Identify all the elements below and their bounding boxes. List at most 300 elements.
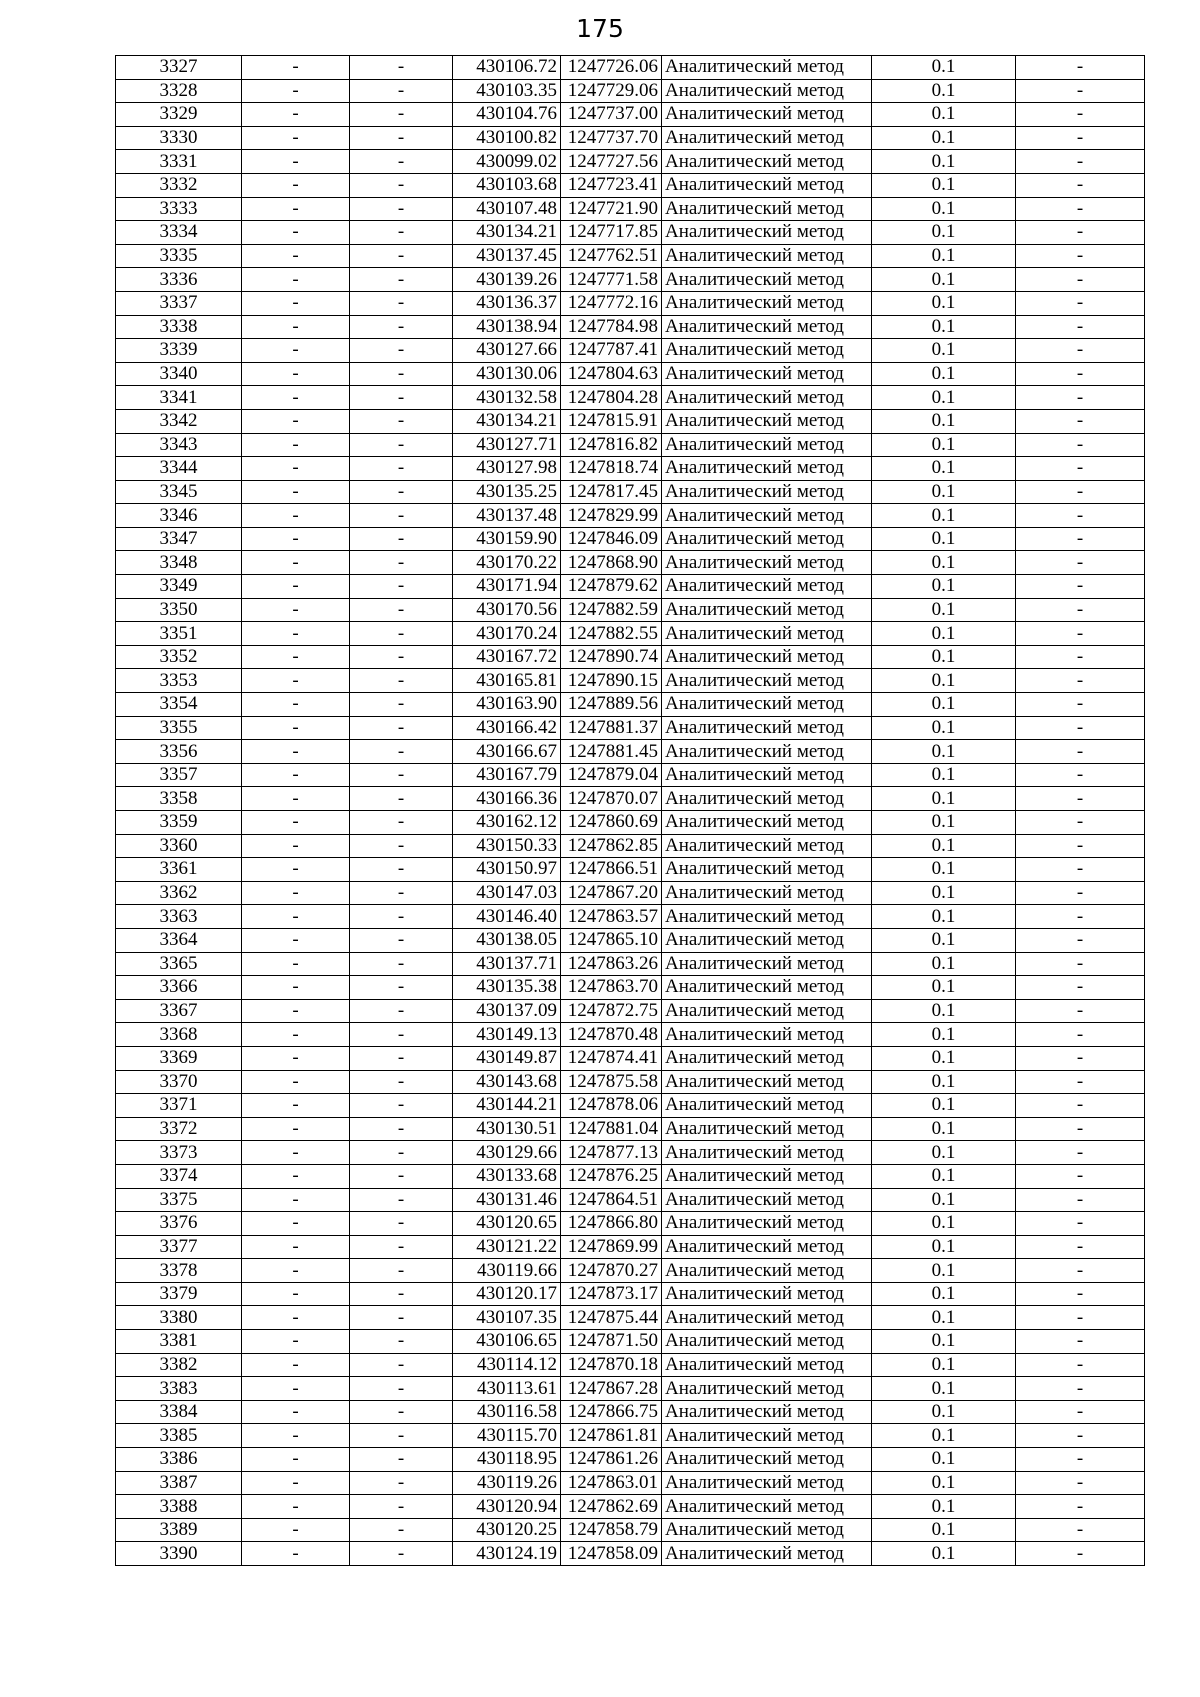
point-number-cell: 3333	[116, 197, 242, 221]
accuracy-cell: 0.1	[872, 1070, 1016, 1094]
point-number-cell: 3379	[116, 1282, 242, 1306]
method-cell: Аналитический метод	[662, 1023, 872, 1047]
dash-cell-1: -	[242, 150, 350, 174]
x-coordinate-cell: 430130.06	[453, 362, 561, 386]
x-coordinate-cell: 430120.94	[453, 1495, 561, 1519]
accuracy-cell: 0.1	[872, 291, 1016, 315]
method-cell: Аналитический метод	[662, 1164, 872, 1188]
dash-cell-1: -	[242, 1188, 350, 1212]
table-row	[116, 1117, 1145, 1141]
accuracy-cell: 0.1	[872, 858, 1016, 882]
y-coordinate-cell: 1247861.26	[561, 1448, 662, 1472]
accuracy-cell: 0.1	[872, 622, 1016, 646]
point-number-cell: 3378	[116, 1259, 242, 1283]
point-number-cell: 3338	[116, 315, 242, 339]
y-coordinate-cell: 1247865.10	[561, 928, 662, 952]
dash-cell-3: -	[1016, 150, 1145, 174]
method-cell: Аналитический метод	[662, 551, 872, 575]
y-coordinate-cell: 1247881.45	[561, 740, 662, 764]
method-cell: Аналитический метод	[662, 858, 872, 882]
x-coordinate-cell: 430120.65	[453, 1212, 561, 1236]
point-number-cell: 3367	[116, 999, 242, 1023]
x-coordinate-cell: 430133.68	[453, 1164, 561, 1188]
accuracy-cell: 0.1	[872, 645, 1016, 669]
point-number-cell: 3369	[116, 1046, 242, 1070]
x-coordinate-cell: 430146.40	[453, 905, 561, 929]
accuracy-cell: 0.1	[872, 1306, 1016, 1330]
dash-cell-1: -	[242, 362, 350, 386]
table-row	[116, 1141, 1145, 1165]
x-coordinate-cell: 430132.58	[453, 386, 561, 410]
point-number-cell: 3388	[116, 1495, 242, 1519]
y-coordinate-cell: 1247762.51	[561, 244, 662, 268]
dash-cell-3: -	[1016, 433, 1145, 457]
dash-cell-3: -	[1016, 1495, 1145, 1519]
method-cell: Аналитический метод	[662, 173, 872, 197]
accuracy-cell: 0.1	[872, 551, 1016, 575]
y-coordinate-cell: 1247817.45	[561, 480, 662, 504]
x-coordinate-cell: 430149.13	[453, 1023, 561, 1047]
dash-cell-1: -	[242, 787, 350, 811]
dash-cell-1: -	[242, 622, 350, 646]
method-cell: Аналитический метод	[662, 1235, 872, 1259]
y-coordinate-cell: 1247717.85	[561, 221, 662, 245]
table-row	[116, 575, 1145, 599]
accuracy-cell: 0.1	[872, 1117, 1016, 1141]
dash-cell-2: -	[350, 1542, 453, 1566]
accuracy-cell: 0.1	[872, 480, 1016, 504]
table-row	[116, 1424, 1145, 1448]
point-number-cell: 3363	[116, 905, 242, 929]
dash-cell-2: -	[350, 763, 453, 787]
page-number: 175	[576, 14, 624, 43]
method-cell: Аналитический метод	[662, 409, 872, 433]
point-number-cell: 3353	[116, 669, 242, 693]
dash-cell-3: -	[1016, 1448, 1145, 1472]
table-row	[116, 622, 1145, 646]
table-row	[116, 1377, 1145, 1401]
dash-cell-1: -	[242, 1400, 350, 1424]
dash-cell-2: -	[350, 150, 453, 174]
point-number-cell: 3380	[116, 1306, 242, 1330]
table-row	[116, 433, 1145, 457]
point-number-cell: 3357	[116, 763, 242, 787]
table-row	[116, 1094, 1145, 1118]
table-row	[116, 1495, 1145, 1519]
accuracy-cell: 0.1	[872, 409, 1016, 433]
x-coordinate-cell: 430129.66	[453, 1141, 561, 1165]
dash-cell-1: -	[242, 409, 350, 433]
x-coordinate-cell: 430139.26	[453, 268, 561, 292]
method-cell: Аналитический метод	[662, 787, 872, 811]
dash-cell-1: -	[242, 858, 350, 882]
y-coordinate-cell: 1247737.70	[561, 126, 662, 150]
y-coordinate-cell: 1247737.00	[561, 103, 662, 127]
table-row	[116, 811, 1145, 835]
table-row	[116, 1212, 1145, 1236]
dash-cell-1: -	[242, 669, 350, 693]
x-coordinate-cell: 430159.90	[453, 527, 561, 551]
method-cell: Аналитический метод	[662, 763, 872, 787]
dash-cell-2: -	[350, 1353, 453, 1377]
dash-cell-3: -	[1016, 928, 1145, 952]
accuracy-cell: 0.1	[872, 976, 1016, 1000]
method-cell: Аналитический метод	[662, 1141, 872, 1165]
point-number-cell: 3387	[116, 1471, 242, 1495]
point-number-cell: 3375	[116, 1188, 242, 1212]
table-row	[116, 1046, 1145, 1070]
point-number-cell: 3366	[116, 976, 242, 1000]
accuracy-cell: 0.1	[872, 79, 1016, 103]
point-number-cell: 3332	[116, 173, 242, 197]
method-cell: Аналитический метод	[662, 693, 872, 717]
table-row	[116, 173, 1145, 197]
table-row	[116, 291, 1145, 315]
y-coordinate-cell: 1247878.06	[561, 1094, 662, 1118]
dash-cell-1: -	[242, 1023, 350, 1047]
dash-cell-2: -	[350, 197, 453, 221]
y-coordinate-cell: 1247784.98	[561, 315, 662, 339]
x-coordinate-cell: 430134.21	[453, 409, 561, 433]
dash-cell-3: -	[1016, 1235, 1145, 1259]
y-coordinate-cell: 1247870.07	[561, 787, 662, 811]
dash-cell-2: -	[350, 268, 453, 292]
method-cell: Аналитический метод	[662, 575, 872, 599]
method-cell: Аналитический метод	[662, 881, 872, 905]
x-coordinate-cell: 430134.21	[453, 221, 561, 245]
accuracy-cell: 0.1	[872, 1164, 1016, 1188]
x-coordinate-cell: 430137.71	[453, 952, 561, 976]
accuracy-cell: 0.1	[872, 1235, 1016, 1259]
method-cell: Аналитический метод	[662, 669, 872, 693]
x-coordinate-cell: 430104.76	[453, 103, 561, 127]
accuracy-cell: 0.1	[872, 787, 1016, 811]
y-coordinate-cell: 1247863.57	[561, 905, 662, 929]
accuracy-cell: 0.1	[872, 693, 1016, 717]
x-coordinate-cell: 430116.58	[453, 1400, 561, 1424]
x-coordinate-cell: 430103.68	[453, 173, 561, 197]
dash-cell-2: -	[350, 1117, 453, 1141]
dash-cell-1: -	[242, 221, 350, 245]
method-cell: Аналитический метод	[662, 1377, 872, 1401]
dash-cell-1: -	[242, 905, 350, 929]
dash-cell-3: -	[1016, 1306, 1145, 1330]
table-row	[116, 881, 1145, 905]
point-number-cell: 3336	[116, 268, 242, 292]
accuracy-cell: 0.1	[872, 1495, 1016, 1519]
dash-cell-3: -	[1016, 622, 1145, 646]
dash-cell-3: -	[1016, 905, 1145, 929]
accuracy-cell: 0.1	[872, 1259, 1016, 1283]
point-number-cell: 3362	[116, 881, 242, 905]
table-row	[116, 268, 1145, 292]
dash-cell-1: -	[242, 103, 350, 127]
dash-cell-1: -	[242, 811, 350, 835]
point-number-cell: 3390	[116, 1542, 242, 1566]
dash-cell-1: -	[242, 1448, 350, 1472]
accuracy-cell: 0.1	[872, 1023, 1016, 1047]
accuracy-cell: 0.1	[872, 315, 1016, 339]
point-number-cell: 3343	[116, 433, 242, 457]
y-coordinate-cell: 1247863.26	[561, 952, 662, 976]
dash-cell-2: -	[350, 527, 453, 551]
y-coordinate-cell: 1247889.56	[561, 693, 662, 717]
accuracy-cell: 0.1	[872, 1141, 1016, 1165]
dash-cell-3: -	[1016, 197, 1145, 221]
method-cell: Аналитический метод	[662, 268, 872, 292]
table-row	[116, 1448, 1145, 1472]
dash-cell-1: -	[242, 126, 350, 150]
dash-cell-3: -	[1016, 1141, 1145, 1165]
dash-cell-2: -	[350, 834, 453, 858]
x-coordinate-cell: 430144.21	[453, 1094, 561, 1118]
accuracy-cell: 0.1	[872, 1094, 1016, 1118]
table-row	[116, 763, 1145, 787]
y-coordinate-cell: 1247860.69	[561, 811, 662, 835]
y-coordinate-cell: 1247723.41	[561, 173, 662, 197]
method-cell: Аналитический метод	[662, 1495, 872, 1519]
dash-cell-2: -	[350, 669, 453, 693]
dash-cell-1: -	[242, 999, 350, 1023]
dash-cell-1: -	[242, 834, 350, 858]
dash-cell-1: -	[242, 197, 350, 221]
coordinates-table	[115, 55, 1145, 1566]
dash-cell-3: -	[1016, 1542, 1145, 1566]
dash-cell-2: -	[350, 1188, 453, 1212]
accuracy-cell: 0.1	[872, 221, 1016, 245]
method-cell: Аналитический метод	[662, 905, 872, 929]
dash-cell-3: -	[1016, 1023, 1145, 1047]
dash-cell-2: -	[350, 126, 453, 150]
method-cell: Аналитический метод	[662, 1424, 872, 1448]
accuracy-cell: 0.1	[872, 173, 1016, 197]
accuracy-cell: 0.1	[872, 1542, 1016, 1566]
dash-cell-1: -	[242, 1117, 350, 1141]
x-coordinate-cell: 430166.42	[453, 716, 561, 740]
point-number-cell: 3328	[116, 79, 242, 103]
point-number-cell: 3368	[116, 1023, 242, 1047]
dash-cell-3: -	[1016, 268, 1145, 292]
method-cell: Аналитический метод	[662, 527, 872, 551]
dash-cell-1: -	[242, 976, 350, 1000]
accuracy-cell: 0.1	[872, 1212, 1016, 1236]
point-number-cell: 3384	[116, 1400, 242, 1424]
dash-cell-3: -	[1016, 339, 1145, 363]
dash-cell-3: -	[1016, 1400, 1145, 1424]
y-coordinate-cell: 1247882.55	[561, 622, 662, 646]
x-coordinate-cell: 430099.02	[453, 150, 561, 174]
accuracy-cell: 0.1	[872, 362, 1016, 386]
dash-cell-2: -	[350, 740, 453, 764]
method-cell: Аналитический метод	[662, 315, 872, 339]
dash-cell-1: -	[242, 1377, 350, 1401]
accuracy-cell: 0.1	[872, 197, 1016, 221]
x-coordinate-cell: 430119.26	[453, 1471, 561, 1495]
table-row	[116, 197, 1145, 221]
point-number-cell: 3373	[116, 1141, 242, 1165]
table-row	[116, 56, 1145, 80]
x-coordinate-cell: 430166.36	[453, 787, 561, 811]
table-row	[116, 787, 1145, 811]
dash-cell-2: -	[350, 1377, 453, 1401]
y-coordinate-cell: 1247867.20	[561, 881, 662, 905]
method-cell: Аналитический метод	[662, 928, 872, 952]
dash-cell-2: -	[350, 244, 453, 268]
dash-cell-1: -	[242, 716, 350, 740]
x-coordinate-cell: 430165.81	[453, 669, 561, 693]
x-coordinate-cell: 430166.67	[453, 740, 561, 764]
dash-cell-3: -	[1016, 1117, 1145, 1141]
y-coordinate-cell: 1247868.90	[561, 551, 662, 575]
method-cell: Аналитический метод	[662, 1542, 872, 1566]
dash-cell-2: -	[350, 457, 453, 481]
point-number-cell: 3349	[116, 575, 242, 599]
accuracy-cell: 0.1	[872, 1377, 1016, 1401]
accuracy-cell: 0.1	[872, 1353, 1016, 1377]
table-row	[116, 79, 1145, 103]
x-coordinate-cell: 430149.87	[453, 1046, 561, 1070]
dash-cell-3: -	[1016, 645, 1145, 669]
dash-cell-3: -	[1016, 221, 1145, 245]
accuracy-cell: 0.1	[872, 244, 1016, 268]
x-coordinate-cell: 430137.09	[453, 999, 561, 1023]
dash-cell-1: -	[242, 315, 350, 339]
accuracy-cell: 0.1	[872, 740, 1016, 764]
dash-cell-3: -	[1016, 693, 1145, 717]
accuracy-cell: 0.1	[872, 150, 1016, 174]
point-number-cell: 3346	[116, 504, 242, 528]
accuracy-cell: 0.1	[872, 457, 1016, 481]
dash-cell-3: -	[1016, 362, 1145, 386]
dash-cell-1: -	[242, 480, 350, 504]
x-coordinate-cell: 430114.12	[453, 1353, 561, 1377]
dash-cell-2: -	[350, 79, 453, 103]
method-cell: Аналитический метод	[662, 1306, 872, 1330]
x-coordinate-cell: 430170.56	[453, 598, 561, 622]
dash-cell-2: -	[350, 1282, 453, 1306]
y-coordinate-cell: 1247881.04	[561, 1117, 662, 1141]
y-coordinate-cell: 1247866.51	[561, 858, 662, 882]
accuracy-cell: 0.1	[872, 1518, 1016, 1542]
dash-cell-3: -	[1016, 881, 1145, 905]
point-number-cell: 3382	[116, 1353, 242, 1377]
dash-cell-1: -	[242, 244, 350, 268]
table-row	[116, 1188, 1145, 1212]
method-cell: Аналитический метод	[662, 291, 872, 315]
method-cell: Аналитический метод	[662, 976, 872, 1000]
method-cell: Аналитический метод	[662, 1070, 872, 1094]
table-row	[116, 126, 1145, 150]
method-cell: Аналитический метод	[662, 1212, 872, 1236]
dash-cell-1: -	[242, 1353, 350, 1377]
dash-cell-1: -	[242, 1306, 350, 1330]
dash-cell-3: -	[1016, 834, 1145, 858]
point-number-cell: 3340	[116, 362, 242, 386]
dash-cell-2: -	[350, 1164, 453, 1188]
table-row	[116, 598, 1145, 622]
dash-cell-3: -	[1016, 976, 1145, 1000]
dash-cell-1: -	[242, 1424, 350, 1448]
table-row	[116, 645, 1145, 669]
method-cell: Аналитический метод	[662, 999, 872, 1023]
accuracy-cell: 0.1	[872, 1448, 1016, 1472]
dash-cell-3: -	[1016, 787, 1145, 811]
table-row	[116, 1353, 1145, 1377]
dash-cell-1: -	[242, 291, 350, 315]
table-row	[116, 1282, 1145, 1306]
method-cell: Аналитический метод	[662, 740, 872, 764]
table-row	[116, 1306, 1145, 1330]
method-cell: Аналитический метод	[662, 1282, 872, 1306]
point-number-cell: 3364	[116, 928, 242, 952]
dash-cell-2: -	[350, 999, 453, 1023]
dash-cell-2: -	[350, 1070, 453, 1094]
x-coordinate-cell: 430150.97	[453, 858, 561, 882]
x-coordinate-cell: 430118.95	[453, 1448, 561, 1472]
dash-cell-3: -	[1016, 1188, 1145, 1212]
method-cell: Аналитический метод	[662, 197, 872, 221]
table-row	[116, 1070, 1145, 1094]
y-coordinate-cell: 1247875.58	[561, 1070, 662, 1094]
dash-cell-3: -	[1016, 1377, 1145, 1401]
dash-cell-2: -	[350, 1424, 453, 1448]
table-row	[116, 409, 1145, 433]
dash-cell-1: -	[242, 268, 350, 292]
point-number-cell: 3350	[116, 598, 242, 622]
dash-cell-2: -	[350, 480, 453, 504]
dash-cell-1: -	[242, 1282, 350, 1306]
table-row	[116, 315, 1145, 339]
dash-cell-2: -	[350, 1306, 453, 1330]
dash-cell-3: -	[1016, 103, 1145, 127]
dash-cell-2: -	[350, 433, 453, 457]
table-row	[116, 339, 1145, 363]
dash-cell-3: -	[1016, 1070, 1145, 1094]
dash-cell-3: -	[1016, 409, 1145, 433]
x-coordinate-cell: 430167.72	[453, 645, 561, 669]
dash-cell-2: -	[350, 1094, 453, 1118]
point-number-cell: 3374	[116, 1164, 242, 1188]
method-cell: Аналитический метод	[662, 244, 872, 268]
dash-cell-1: -	[242, 56, 350, 80]
method-cell: Аналитический метод	[662, 1330, 872, 1354]
x-coordinate-cell: 430138.05	[453, 928, 561, 952]
dash-cell-2: -	[350, 1046, 453, 1070]
x-coordinate-cell: 430130.51	[453, 1117, 561, 1141]
dash-cell-1: -	[242, 763, 350, 787]
x-coordinate-cell: 430150.33	[453, 834, 561, 858]
dash-cell-2: -	[350, 339, 453, 363]
table-row	[116, 905, 1145, 929]
dash-cell-1: -	[242, 386, 350, 410]
point-number-cell: 3376	[116, 1212, 242, 1236]
dash-cell-3: -	[1016, 480, 1145, 504]
dash-cell-1: -	[242, 740, 350, 764]
dash-cell-2: -	[350, 1448, 453, 1472]
dash-cell-2: -	[350, 622, 453, 646]
table-row	[116, 1330, 1145, 1354]
dash-cell-1: -	[242, 1542, 350, 1566]
dash-cell-2: -	[350, 551, 453, 575]
dash-cell-1: -	[242, 1212, 350, 1236]
dash-cell-3: -	[1016, 763, 1145, 787]
dash-cell-3: -	[1016, 1282, 1145, 1306]
dash-cell-1: -	[242, 433, 350, 457]
point-number-cell: 3386	[116, 1448, 242, 1472]
accuracy-cell: 0.1	[872, 1046, 1016, 1070]
method-cell: Аналитический метод	[662, 622, 872, 646]
method-cell: Аналитический метод	[662, 221, 872, 245]
